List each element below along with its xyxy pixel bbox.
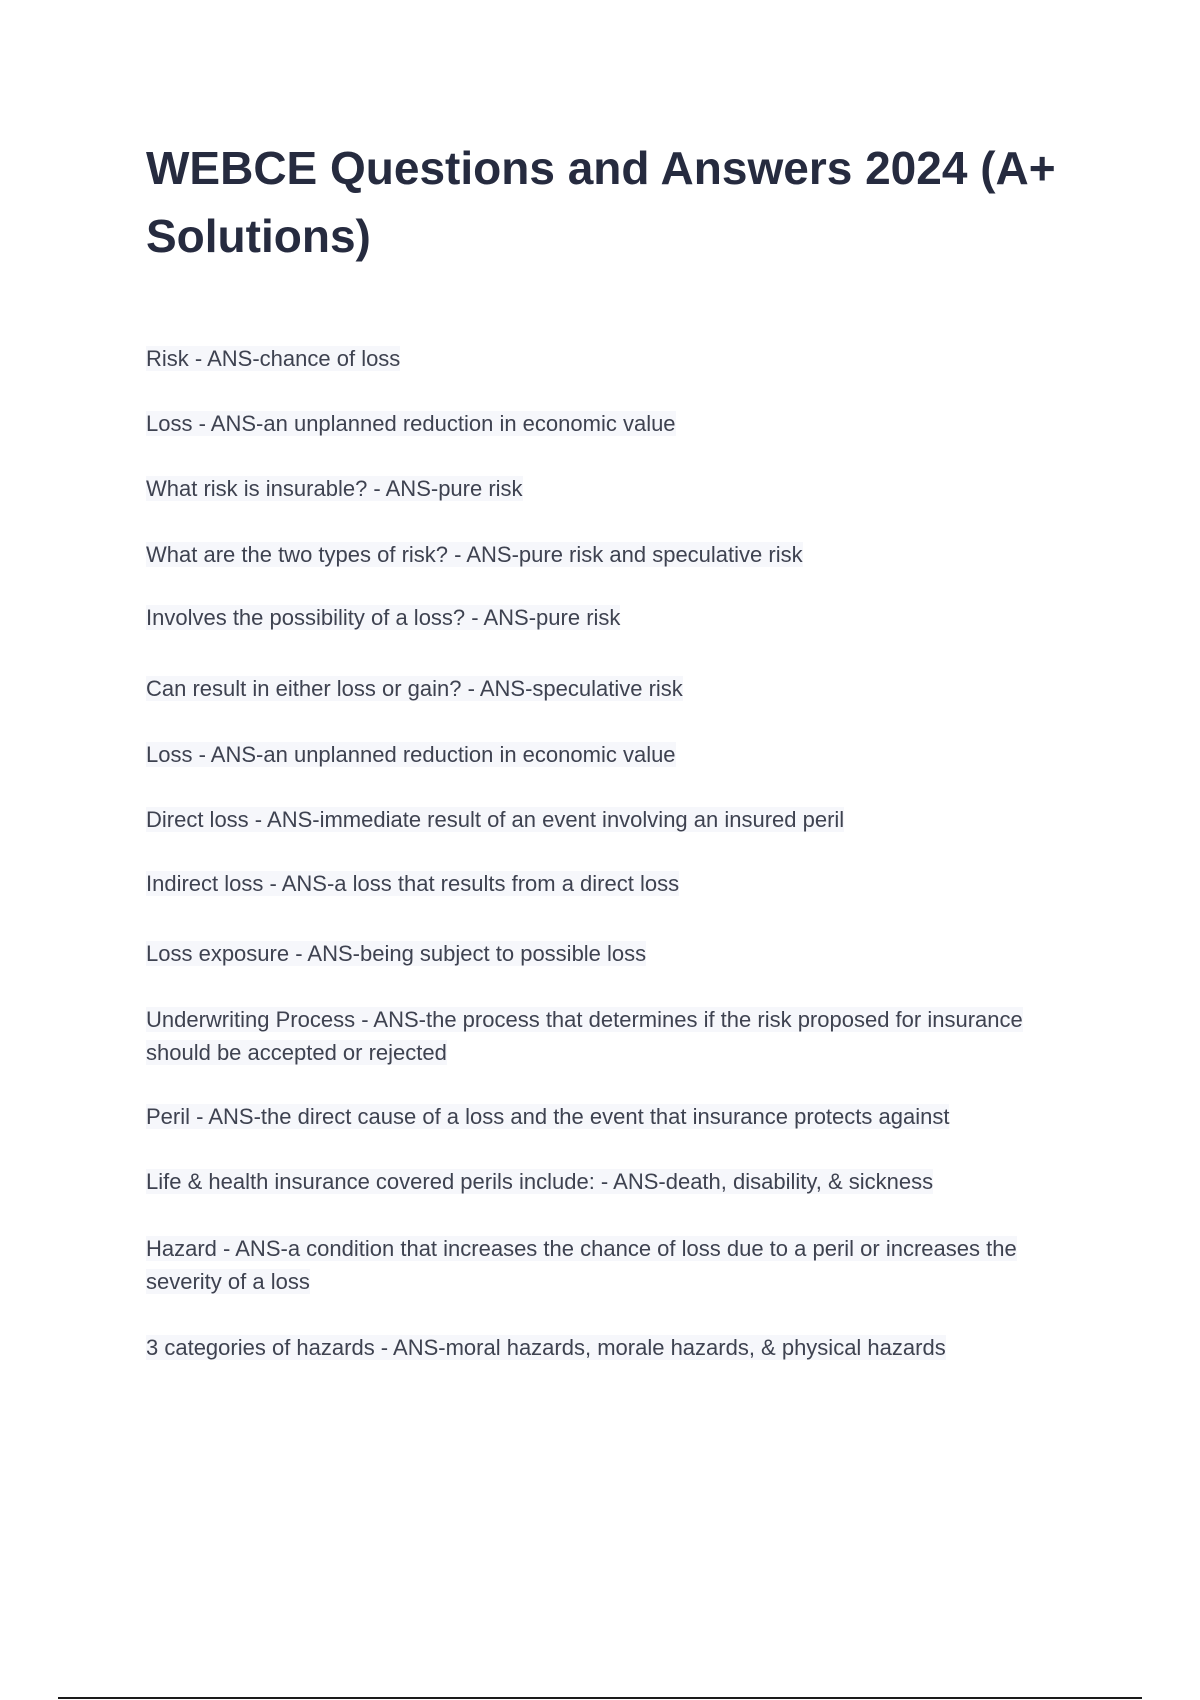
qa-item-text: What are the two types of risk? - ANS-pure risk and speculative risk (146, 542, 803, 567)
qa-item-text: Loss - ANS-an unplanned reduction in economic value (146, 742, 676, 767)
qa-item (146, 1165, 1076, 1198)
qa-item (146, 1100, 1076, 1133)
qa-item (146, 867, 1076, 900)
qa-item-text: What risk is insurable? - ANS-pure risk (146, 476, 523, 501)
qa-item-text: Life & health insurance covered perils include: - ANS-death, disability, & sickness (146, 1169, 934, 1194)
qa-item (146, 803, 1076, 836)
qa-item (146, 1232, 1076, 1298)
footer-divider (58, 1697, 1142, 1699)
qa-item-text: 3 categories of hazards - ANS-moral hazards, morale hazards, & physical hazards (146, 1335, 946, 1360)
qa-item-text: Loss - ANS-an unplanned reduction in economic value (146, 411, 676, 436)
qa-item-text: Direct loss - ANS-immediate result of an event involving an insured peril (146, 807, 845, 832)
qa-item-text: Can result in either loss or gain? - ANS-speculative risk (146, 676, 683, 701)
qa-item (146, 342, 1076, 375)
qa-item-text: Hazard - ANS-a condition that increases the chance of loss due to a peril or increases the severity of a loss (146, 1236, 1017, 1294)
qa-item-text: Underwriting Process - ANS-the process that determines if the risk proposed for insurance should be accepted or rejected (146, 1007, 1023, 1065)
qa-item (146, 538, 1076, 571)
qa-item (146, 1003, 1076, 1069)
qa-item (146, 937, 1076, 970)
qa-item (146, 672, 1076, 705)
qa-item (146, 1331, 1076, 1364)
qa-item-text: Peril - ANS-the direct cause of a loss and the event that insurance protects against (146, 1104, 950, 1129)
qa-item (146, 601, 1076, 634)
qa-item-text: Risk - ANS-chance of loss (146, 346, 401, 371)
document-title: WEBCE Questions and Answers 2024 (A+ Solutions) (146, 142, 1056, 262)
qa-item (146, 407, 1076, 440)
qa-item-text: Indirect loss - ANS-a loss that results from a direct loss (146, 871, 680, 896)
qa-item (146, 738, 1076, 771)
qa-item (146, 472, 1076, 505)
qa-item-text: Involves the possibility of a loss? - ANS-pure risk (146, 605, 621, 630)
qa-item-text: Loss exposure - ANS-being subject to possible loss (146, 941, 647, 966)
